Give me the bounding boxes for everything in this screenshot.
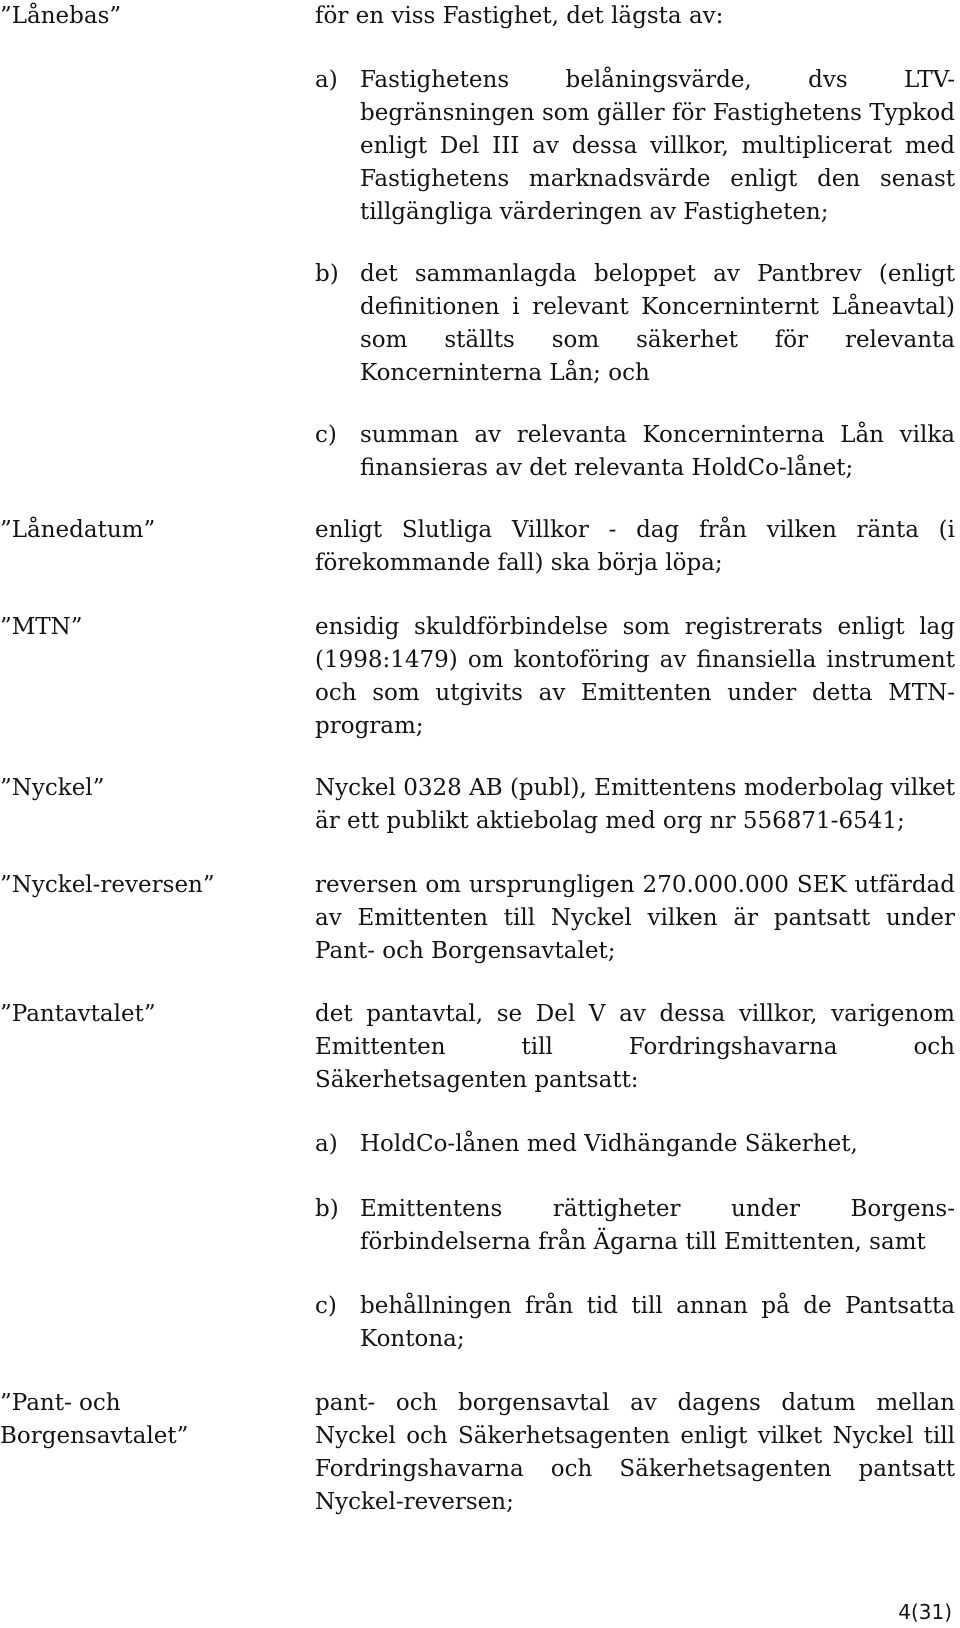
- item-text: HoldCo-lånen med Vidhängande Säkerhet,: [360, 1131, 858, 1157]
- term-pantavtalet: ”Pantavtalet”: [0, 1001, 156, 1027]
- list-item: [315, 1193, 955, 1259]
- item-letter: a): [315, 1131, 338, 1157]
- item-letter: b): [315, 1196, 339, 1222]
- item-letter: c): [315, 1293, 337, 1319]
- item-text: behållningen från tid till annan på de Pantsatta Kontona;: [360, 1293, 955, 1352]
- definition-nyckel: Nyckel 0328 AB (publ), Emittentens moderbolag vilket är ett publikt aktiebolag med org nr 556871-6541;: [315, 775, 955, 834]
- definition-nyckel-reversen: reversen om ursprungligen 270.000.000 SEK utfärdad av Emittenten till Nyckel vilken är pantsatt under Pant- och Borgensavtalet;: [315, 872, 955, 964]
- definition-pant-och-borgensavtalet: pant- och borgensavtal av dagens datum mellan Nyckel och Säkerhetsagenten enligt vilket Nyckel till Fordringshavarna och Säkerhetsagenten pantsatt Nyckel-reversen;: [315, 1390, 955, 1515]
- term-line: ”Pant- och: [0, 1390, 121, 1416]
- definition-lanebas: för en viss Fastighet, det lägsta av:: [315, 3, 724, 29]
- term-nyckel-reversen: ”Nyckel-reversen”: [0, 872, 215, 898]
- definition-mtn: ensidig skuldförbindelse som registrerats enligt lag (1998:1479) om kontoföring av finansiella instrument och som utgivits av Emittenten under detta MTN-program;: [315, 614, 955, 739]
- item-text: summan av relevanta Koncerninterna Lån vilka finansieras av det relevanta HoldCo-lånet;: [360, 422, 955, 481]
- definition-pantavtalet: det pantavtal, se Del V av dessa villkor, varigenom Emittenten till Fordringshavarna och Säkerhetsagenten pantsatt:: [315, 1001, 955, 1093]
- term-lanedatum: ”Lånedatum”: [0, 517, 156, 543]
- term-pant-och-borgensavtalet: [0, 1387, 290, 1453]
- definition-lanedatum: enligt Slutliga Villkor - dag från vilken ränta (i förekommande fall) ska börja löpa;: [315, 517, 955, 576]
- list-item: [315, 64, 955, 229]
- term-mtn: ”MTN”: [0, 614, 83, 640]
- page-number: 4(31): [898, 1600, 952, 1624]
- term-lanebas: ”Lånebas”: [0, 3, 122, 29]
- item-text: det sammanlagda beloppet av Pantbrev (enligt definitionen i relevant Koncerninternt Låneavtal) som ställts som säkerhet för relevanta Koncerninterna Lån; och: [360, 261, 955, 386]
- list-item: [315, 258, 955, 390]
- item-letter: c): [315, 422, 337, 448]
- item-letter: a): [315, 67, 338, 93]
- item-text: Emittentens rättigheter under Borgens-förbindelserna från Ägarna till Emittenten, samt: [360, 1196, 955, 1255]
- list-item: [315, 1290, 955, 1356]
- list-item: [315, 1128, 955, 1161]
- list-item: [315, 419, 955, 485]
- item-letter: b): [315, 261, 339, 287]
- term-nyckel: ”Nyckel”: [0, 775, 105, 801]
- item-text: Fastighetens belåningsvärde, dvs LTV-begränsningen som gäller för Fastighetens Typkod enligt Del III av dessa villkor, multiplicerat med Fastighetens marknadsvärde enligt den senast tillgängliga värderingen av Fastigheten;: [360, 67, 955, 225]
- term-line: Borgensavtalet”: [0, 1423, 189, 1449]
